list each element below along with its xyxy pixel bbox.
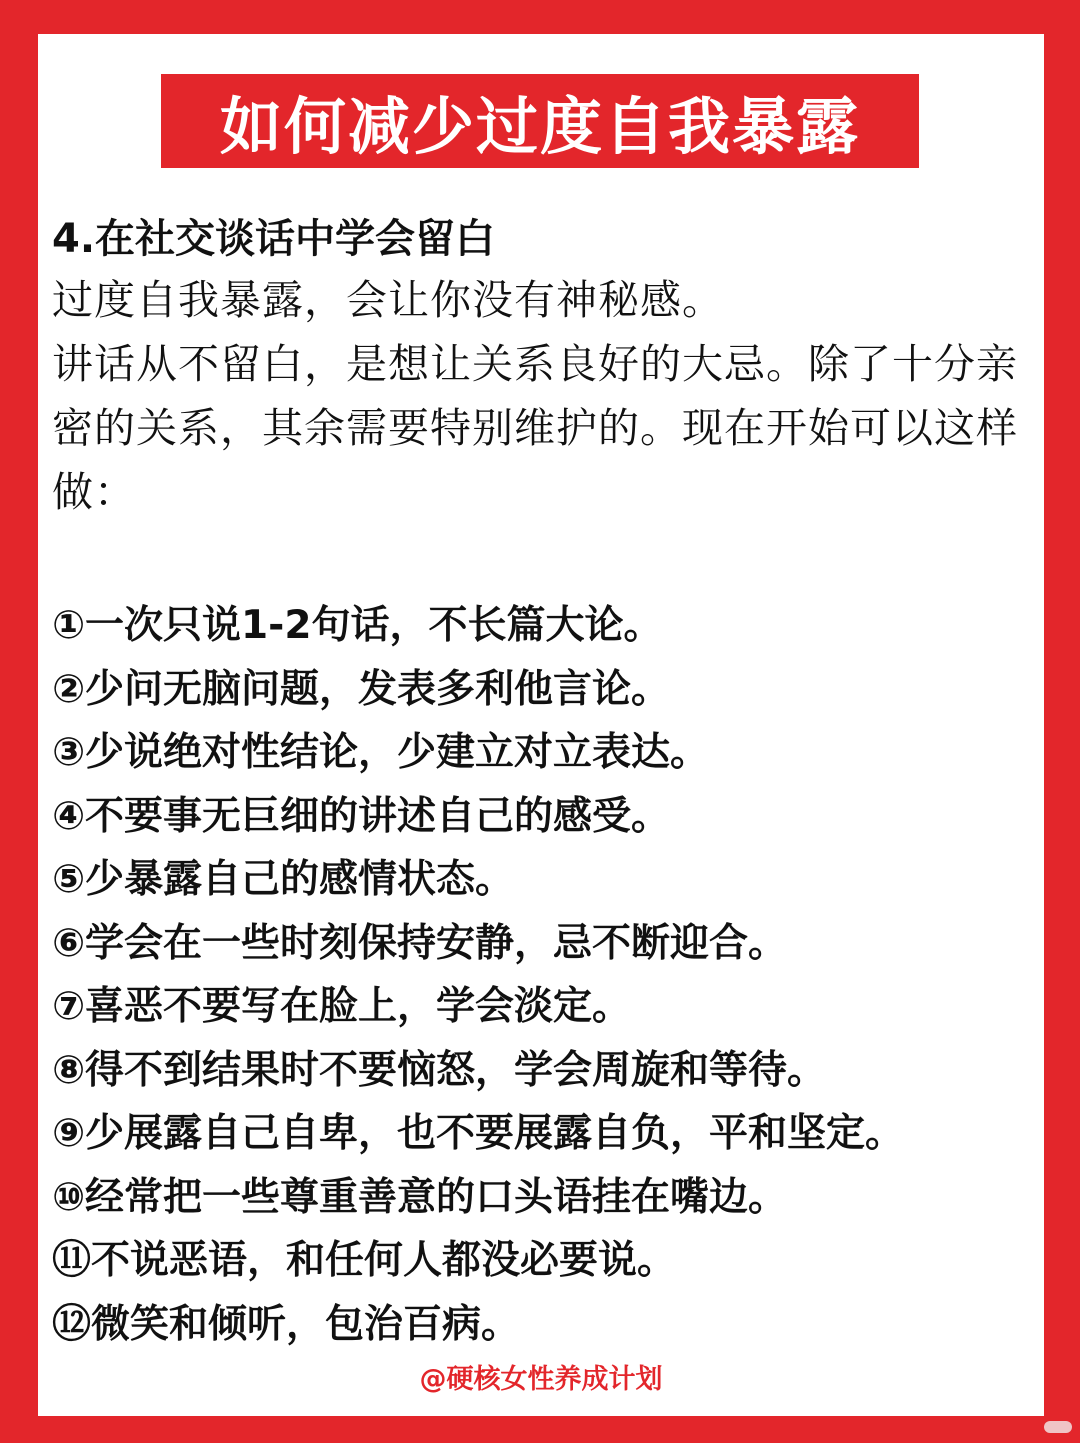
intro-paragraph-1: 过度自我暴露，会让你没有神秘感。 bbox=[52, 276, 724, 324]
tip-item: ⑩经常把一些尊重善意的口头语挂在嘴边。 bbox=[52, 1174, 788, 1220]
tip-item: ⑤少暴露自己的感情状态。 bbox=[52, 857, 515, 902]
section-heading: 4.在社交谈话中学会留白 bbox=[52, 216, 496, 262]
content-card bbox=[38, 34, 1044, 1416]
tip-item: ⑪不说恶语，和任何人都没必要说。 bbox=[52, 1238, 677, 1283]
tips-list bbox=[52, 594, 1042, 1356]
intro-paragraph-2: 讲话从不留白，是想让关系良好的大忌。除了十分亲密的关系，其余需要特别维护的。现在开始可以这样做： bbox=[52, 340, 1018, 516]
page-title: 如何减少过度自我暴露 bbox=[219, 89, 860, 163]
tip-item: ⑫微笑和倾听，包治百病。 bbox=[52, 1301, 521, 1347]
article-body bbox=[52, 210, 1042, 1356]
tip-item: ⑥学会在一些时刻保持安静，忌不断迎合。 bbox=[52, 920, 788, 966]
tip-item: ⑧得不到结果时不要恼怒，学会周旋和等待。 bbox=[52, 1047, 827, 1093]
author-signature: @硬核女性养成计划 bbox=[419, 1364, 663, 1395]
title-banner bbox=[161, 74, 919, 168]
spacer bbox=[52, 524, 1042, 594]
tip-item: ⑨少展露自己自卑，也不要展露自负，平和坚定。 bbox=[52, 1111, 905, 1156]
watermark-badge bbox=[1044, 1421, 1072, 1433]
tip-item: ①一次只说1-2句话，不长篇大论。 bbox=[52, 603, 663, 648]
tip-item: ③少说绝对性结论，少建立对立表达。 bbox=[52, 730, 710, 775]
tip-item: ②少问无脑问题，发表多利他言论。 bbox=[52, 666, 671, 712]
tip-item: ④不要事无巨细的讲述自己的感受。 bbox=[52, 793, 671, 839]
tip-item: ⑦喜恶不要写在脸上，学会淡定。 bbox=[52, 984, 632, 1029]
